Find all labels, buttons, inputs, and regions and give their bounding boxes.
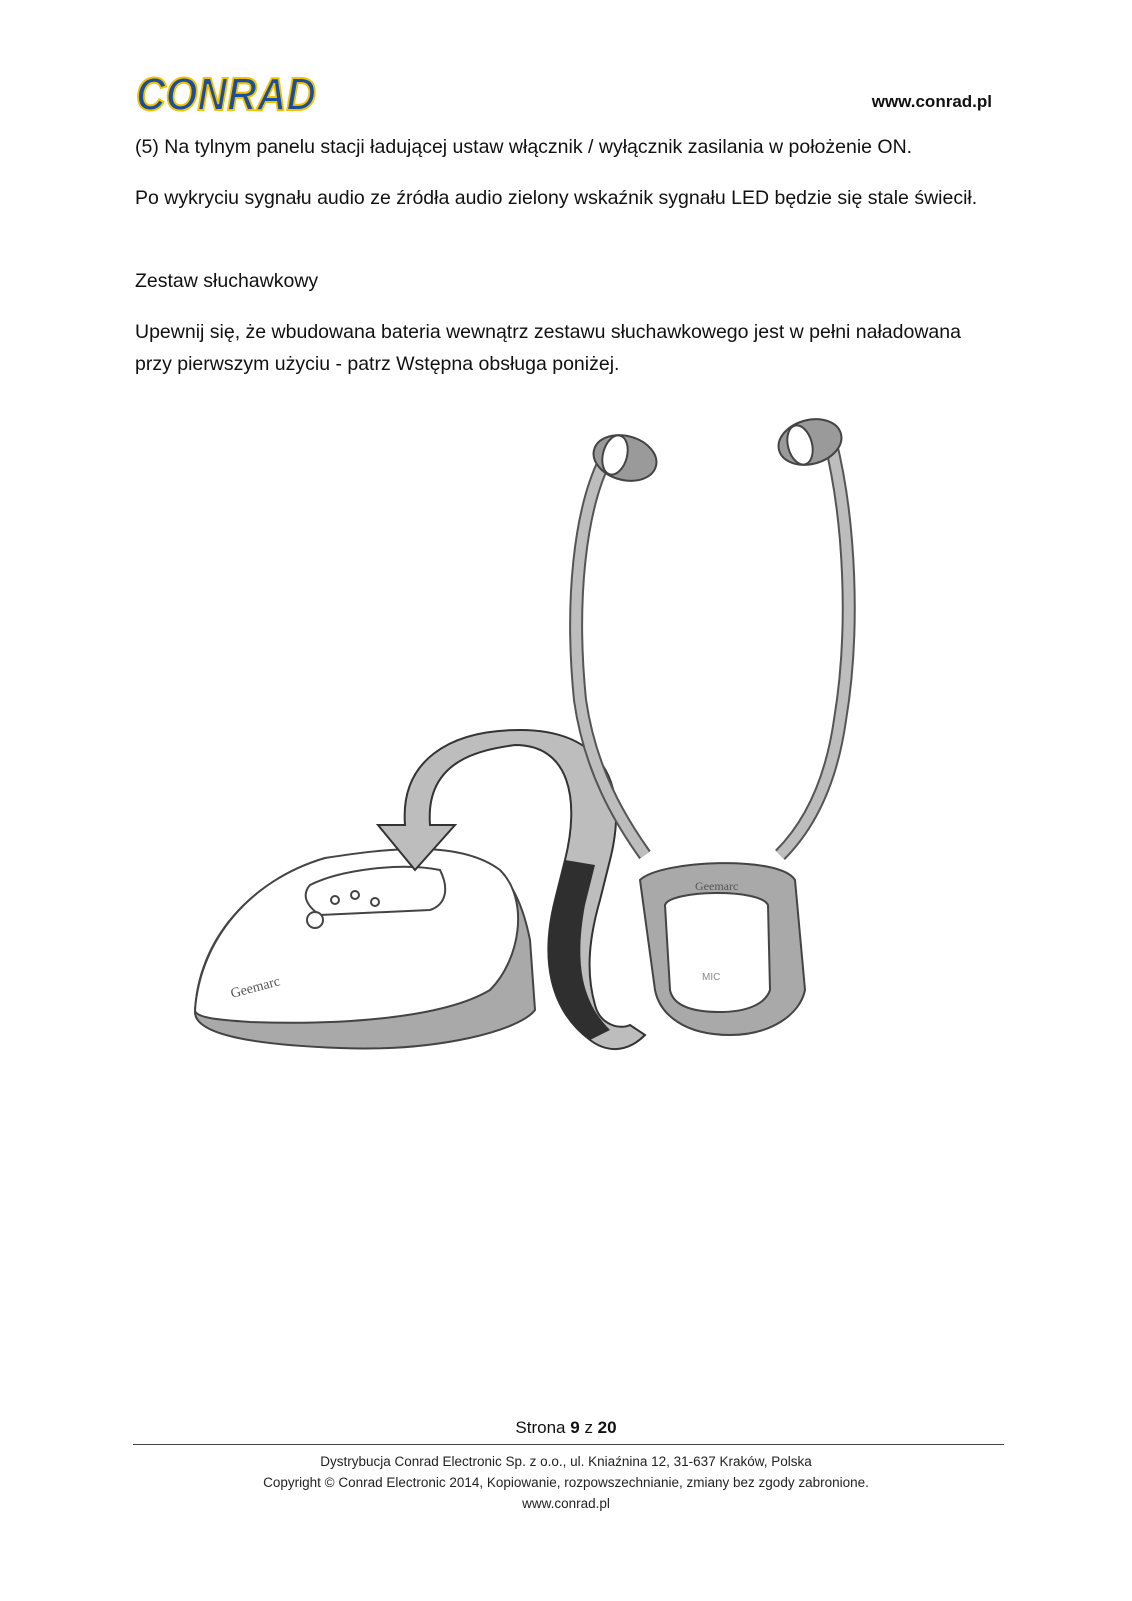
paragraph-battery: Upewnij się, że wbudowana bateria wewnątrz zestawu słuchawkowego jest w pełni naładowana przy pierwszym użyciu - patrz Wstępna obsługa poniżej. [135,321,961,375]
footer-distribution: Dystrybucja Conrad Electronic Sp. z o.o., ul. Kniaźnina 12, 31-637 Kraków, Polska [320,1454,812,1469]
site-url: www.conrad.pl [871,92,992,111]
footer-divider [133,1444,1004,1445]
paragraph-power-switch: (5) Na tylnym panelu stacji ładującej ustaw włącznik / wyłącznik zasilania w położenie ON. [135,136,913,158]
page-sep: z [584,1418,593,1437]
mic-label: MIC [702,972,721,983]
paragraph-led-signal: Po wykryciu sygnału audio ze źródła audio zielony wskaźnik sygnału LED będzie się stale świecił. [135,187,978,209]
footer-url: www.conrad.pl [522,1496,610,1511]
headset [576,412,849,1035]
page-total: 20 [597,1418,617,1437]
base-brand-label: Geemarc [229,974,282,1002]
conrad-logo-text: CONRAD [136,68,316,120]
footer-copyright: Copyright © Conrad Electronic 2014, Kopiowanie, rozpowszechnianie, zmiany bez zgody zabronione. [263,1475,869,1490]
headset-brand-label: Geemarc [695,879,739,893]
page-prefix: Strona [515,1418,566,1437]
charging-base [195,849,535,1049]
page-footer [0,1451,1132,1514]
page-current: 9 [570,1418,580,1437]
page-number [0,1418,1132,1438]
conrad-logo [132,66,322,122]
headset-charging-illustration [190,400,890,1090]
section-heading-headset: Zestaw słuchawkowy [135,270,319,292]
